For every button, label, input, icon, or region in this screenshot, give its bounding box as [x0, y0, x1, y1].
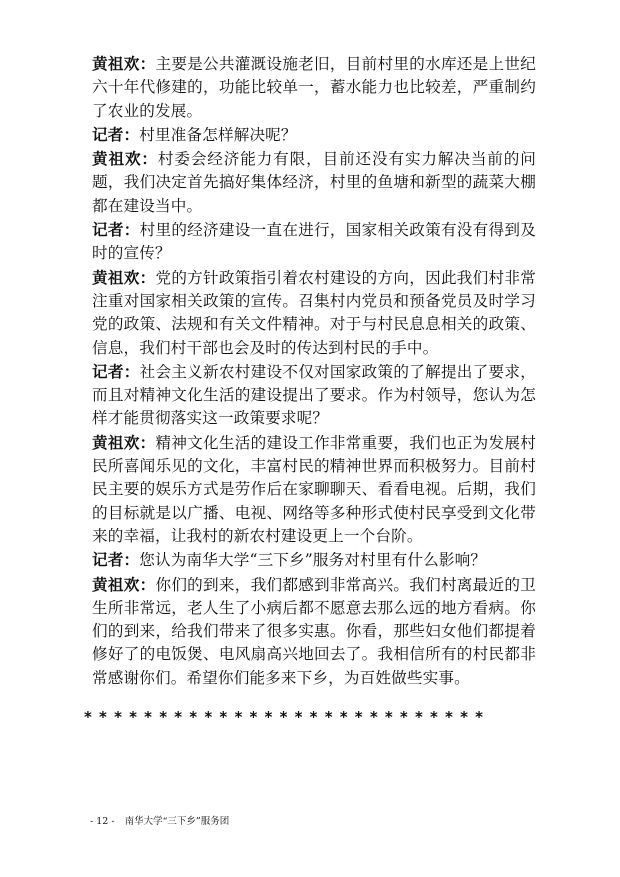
dialogue-text: 村委会经济能力有限，目前还没有实力解决当前的问题，我们决定首先搞好集体经济，村里的鱼塘和新型的蔬菜大棚都在建设当中。: [92, 150, 536, 215]
dialogue-paragraph: [92, 266, 536, 360]
dialogue-text: 您认为南华大学“三下乡”服务对村里有什么影响？: [139, 551, 487, 570]
speaker-label: 记者：: [92, 124, 140, 144]
dialogue-paragraph: [92, 548, 536, 572]
speaker-label: 记者：: [92, 550, 140, 570]
dialogue-text: 村里准备怎样解决呢？: [139, 125, 297, 144]
speaker-label: 黄祖欢：: [92, 149, 158, 169]
page-number: - 12 -: [90, 816, 115, 827]
dialogue-paragraph: [92, 218, 536, 266]
dialogue-text: 精神文化生活的建设工作非常重要，我们也正为发展村民所喜闻乐见的文化，丰富村民的精神世界而积极努力。目前村民主要的娱乐方式是劳作后在家聊聊天、看看电视。后期，我们的目标就是以广播、电视、网络等多种形式使村民享受到文化带来的幸福，让我村的新农村建设更上一个台阶。: [92, 433, 536, 545]
dialogue-text: 你们的到来，我们都感到非常高兴。我们村离最近的卫生所非常远，老人生了小病后都不愿意去那么远的地方看病。你们的到来，给我们带来了很多实惠。你看，那些妇女他们都提着修好了的电饭煲、电风扇高兴地回去了。我相信所有的村民都非常感谢你们。希望你们能多来下乡，为百姓做些实事。: [92, 575, 536, 687]
speaker-label: 黄祖欢：: [92, 267, 156, 287]
dialogue-paragraph: [92, 360, 536, 431]
dialogue-text: 党的方针政策指引着农村建设的方向，因此我们村非常注重对国家相关政策的宣传。召集村内党员和预备党员及时学习党的政策、法规和有关文件精神。对于与村民息息相关的政策、信息，我们村干部也会及时的传达到村民的手中。: [92, 268, 536, 357]
dialogue-text: 社会主义新农村建设不仅对国家政策的了解提出了要求，而且对精神文化生活的建设提出了要求。作为村领导，您认为怎样才能贯彻落实这一政策要求呢？: [92, 362, 536, 428]
speaker-label: 黄祖欢：: [92, 574, 156, 594]
dialogue-paragraph: [92, 147, 536, 218]
speaker-label: 黄祖欢：: [92, 54, 156, 73]
dialogue-text: 主要是公共灌溉设施老旧，目前村里的水库还是上世纪六十年代修建的，功能比较单一，蓄水能力也比较差，严重制约了农业的发展。: [92, 55, 536, 120]
dialogue-text: 村里的经济建设一直在进行，国家相关政策有没有得到及时的宣传？: [92, 221, 536, 263]
separator-stars: ***************************: [84, 708, 491, 726]
dialogue-paragraph: [92, 52, 536, 123]
speaker-label: 黄祖欢：: [92, 432, 156, 452]
dialogue-paragraph: [92, 431, 536, 548]
dialogue-paragraph: [92, 123, 536, 147]
interview-text: [92, 52, 536, 690]
speaker-label: 记者：: [92, 361, 140, 381]
page-footer: [90, 813, 229, 827]
footer-organization: 南华大学“三下乡”服务团: [124, 816, 230, 827]
speaker-label: 记者：: [92, 220, 140, 240]
dialogue-paragraph: [92, 573, 536, 690]
